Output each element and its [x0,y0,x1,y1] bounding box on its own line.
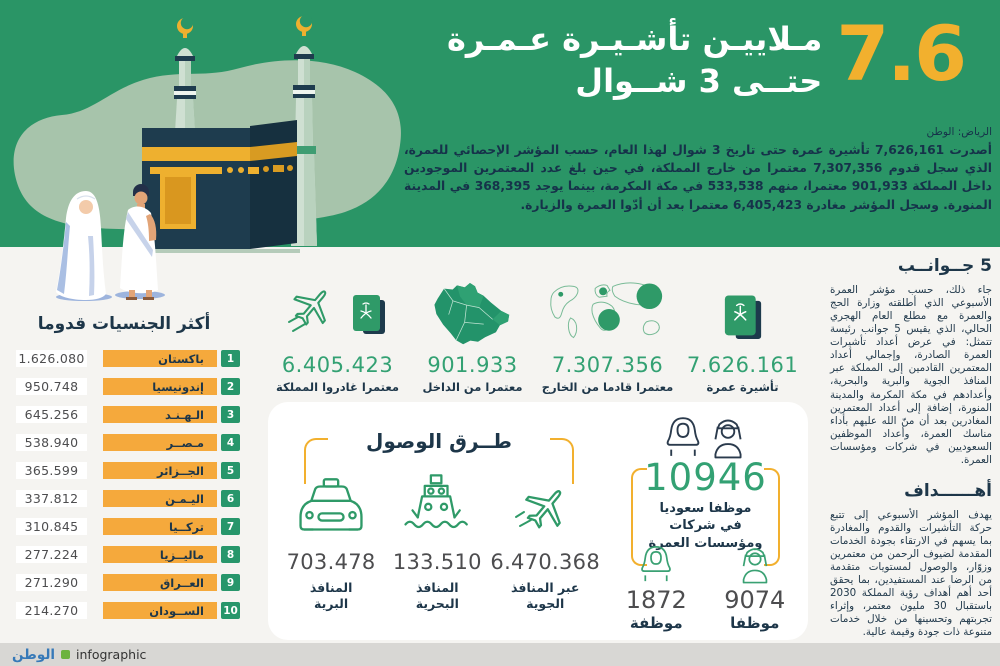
headline-text [447,18,822,102]
stat-departures [270,266,405,394]
country-bar [103,434,217,451]
rank-badge: 4 [221,434,240,451]
country-name: ماليــزيا [159,547,204,562]
country-name: تركــيا [168,519,204,534]
infographic-label: infographic [76,647,147,662]
country-bar [103,462,217,479]
country-bar [103,546,217,563]
footer-bar [0,643,1000,666]
country-name: مـصــر [166,435,204,450]
taxi-icon [278,469,384,541]
stat-value: 6.405.423 [281,353,394,377]
man-icon [706,542,805,584]
world-map-icon [544,270,672,348]
employees-section [603,402,808,640]
aspects-heading: 5 جــوانــب [897,256,992,276]
nationality-row [8,518,240,535]
country-bar [103,406,217,423]
employees-total: 10946 [644,456,767,499]
male-employees [706,542,805,632]
goals-paragraph: يهدف المؤشر الأسبوعي إلى تتبع حركة التأشيرات والقدوم والمغادرة بما يسهم في الارتقاء بجودة الخدمات المقدمة لضيوف الرحمن من معتمرين وزوّار، والوصول لمستويات متقدمة من الرضا عند المستفيدين، بما يحقق أحد أهم أهداف رؤية المملكة 2030 باستقبال 30 مليون معتمر، وإثراء تجربتهم وتحسينها من خلال خدمات متنوعة ذات جودة وقيمة عالية. [830,508,992,639]
visa-booklet-icon [714,270,772,348]
logo-accent-square [61,650,70,659]
stat-label: معتمرا قادما من الخارج [541,380,674,394]
country-name: الســودان [149,603,204,618]
woman-icon [663,415,703,459]
country-value: 538.940 [16,434,87,451]
stat-label: معتمرا غادروا المملكة [276,380,399,394]
route-value: 6.470.368 [490,550,600,574]
headline-line2: حتــى 3 شــوال [575,62,823,101]
country-name: اليـمـن [165,491,204,506]
route-value: 703.478 [286,550,376,574]
country-bar [103,574,217,591]
country-value: 277.224 [16,546,87,563]
bracket-right-decoration [550,438,574,484]
routes-employees-card [268,402,808,640]
route-air [490,469,600,613]
nationalities-title: أكثر الجنسيات قدوما [37,314,211,334]
bracket-left-decoration [304,438,328,484]
routes-title-row [278,429,600,453]
country-name: الجــزائر [157,463,204,478]
alwatan-logo: الوطن [12,646,56,663]
woman-icon [607,542,706,584]
nationality-row [8,378,240,395]
nationality-row [8,490,240,507]
stat-value: 7.307.356 [551,353,664,377]
intro-block [404,126,992,214]
rank-badge: 1 [221,350,240,367]
route-value: 133.510 [392,550,482,574]
employees-label-line: في شركات [669,518,742,534]
employees-pair-icons [603,415,808,459]
man-icon [708,415,748,459]
aspects-paragraph: جاء ذلك، حسب مؤشر العمرة الأسبوعي الذي أطلقته وزارة الحج والعمرة مع مطلع العام الهجري الحالي، الذي يقيس 5 جوانب رئيسة تتمثل: في عرض أعداد تأشيرات العمرة الصادرة، وإجمالي أعداد المعتمرين القادمين إلى المملكة عبر المنافذ الجوية والبرية والبحرية، وأعدادهم في مكة المكرمة والمدينة المنورة، إضافة إلى أعداد المعتمرين المغادرين بعد أن منّ الله عليهم بأداء مناسك العمرة، وأعداد الموظفين السعوديين في شركات ومؤسسات العمرة. [830,284,992,466]
intro-paragraph: أصدرت 7,626,161 تأشيرة عمرة حتى تاريخ 3 شوال لهذا العام، حسب المؤشر الإحصائي للعمرة، الذي سجل قدوم 7,307,356 معتمرا من خارج المملكة، في حين بلغ عدد المعتمرين الموجودين داخل المملكة 901,933 معتمرا، منهم 533,538 في مكة المكرمة، بينما يوجد 368,395 في المدينة المنورة. وسجل المؤشر مغادرة 6,405,423 معتمرا بعد أن أدّوا العمرة والزيارة. [404,143,992,212]
arrival-routes [278,402,600,640]
nationality-row [8,574,240,591]
kaaba-cube [142,120,300,253]
nationality-row [8,602,240,619]
nationality-row [8,434,240,451]
country-value: 1.626.080 [16,350,87,367]
rank-badge: 3 [221,406,240,423]
key-stats-row [270,266,810,394]
country-name: الـهـنـد [165,407,204,422]
rank-badge: 2 [221,378,240,395]
employees-label-line: موظفا سعوديا [659,500,752,516]
country-value: 337.812 [16,490,87,507]
male-label: موظفا [730,614,780,632]
airplane-icon [490,469,600,541]
nationality-row [8,546,240,563]
stat-arrivals-abroad [540,266,675,394]
rank-badge: 6 [221,490,240,507]
male-count: 9074 [724,586,786,614]
country-value: 271.290 [16,574,87,591]
female-count: 1872 [625,586,687,614]
goals-heading: أهــــــداف [904,480,992,501]
routes-columns [278,469,600,613]
stat-visas [675,266,810,394]
country-bar [103,518,217,535]
country-value: 950.748 [16,378,87,395]
rank-badge: 7 [221,518,240,535]
country-name: باكستان [158,351,204,366]
headline-number: 7.6 [836,9,965,98]
female-employees [607,542,706,632]
stat-label: تأشيرة عمرة [706,380,779,394]
stat-value: 901.933 [427,353,518,377]
saudi-map-icon [426,270,520,348]
country-bar [103,602,217,619]
route-label: المنافذ البرية [309,580,353,612]
headline [447,9,965,102]
route-land [278,469,384,613]
side-articles [830,256,992,654]
plane-passport-icon [283,270,393,348]
stat-domestic [405,266,540,394]
country-bar [103,350,217,367]
rank-badge: 8 [221,546,240,563]
country-value: 365.599 [16,462,87,479]
rank-badge: 9 [221,574,240,591]
nationalities-ranking [8,314,240,630]
employees-label-line: ومؤسسات العمرة [648,535,763,551]
routes-title: طــرق الوصول [366,429,512,453]
route-label: عبر المنافذ الجوية [511,580,580,612]
country-bar [103,378,217,395]
country-value: 214.270 [16,602,87,619]
nationality-row [8,406,240,423]
headline-line1: مـلاييـن تأشـيـرة عـمـرة [447,20,823,58]
route-sea [384,469,490,613]
country-name: إندونيسيا [152,379,204,394]
country-value: 310.845 [16,518,87,535]
route-label: المنافذ البحرية [415,580,459,612]
stat-label: معتمرا من الداخل [422,380,523,394]
employees-breakdown [607,542,804,632]
country-value: 645.256 [16,406,87,423]
nationality-row [8,462,240,479]
country-name: العــراق [160,575,204,590]
kaaba-illustration [0,0,420,310]
rank-badge: 5 [221,462,240,479]
rank-badge: 10 [221,602,240,619]
nationality-row [8,350,240,367]
ship-icon [384,469,490,541]
country-bar [103,490,217,507]
female-label: موظفة [629,614,683,632]
stat-value: 7.626.161 [686,353,799,377]
source-line: الرياض: الوطن [926,126,992,138]
